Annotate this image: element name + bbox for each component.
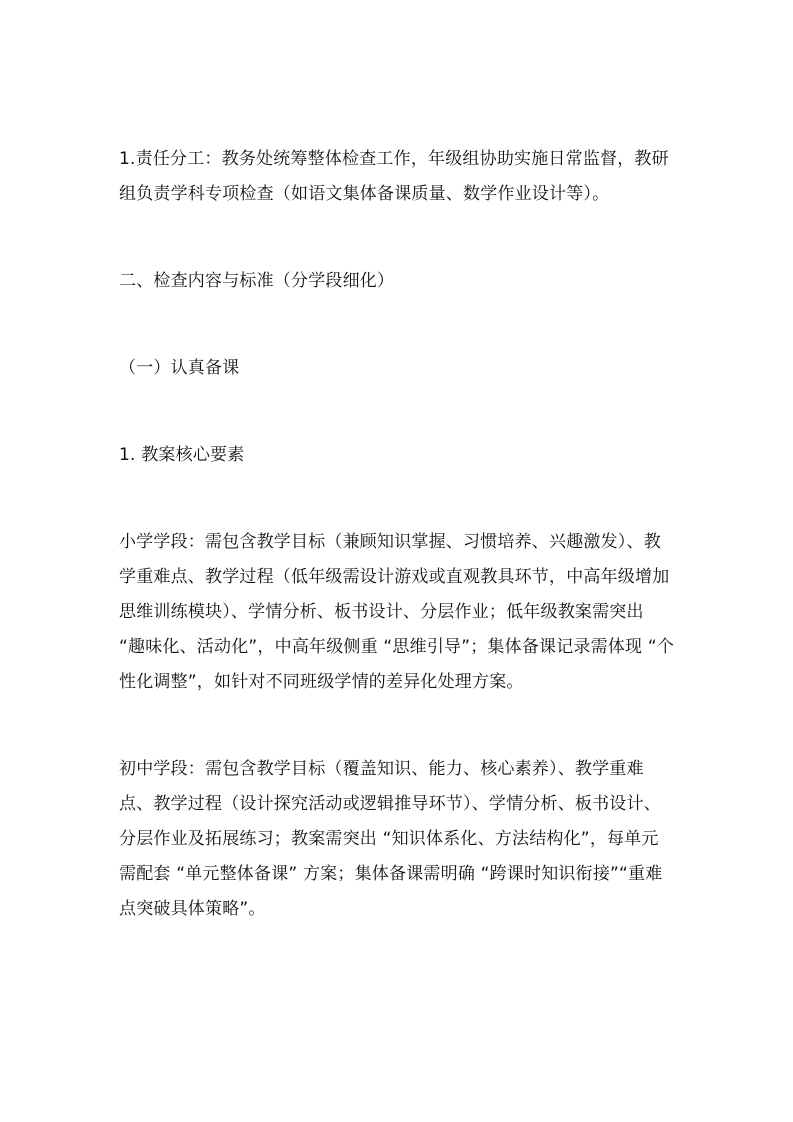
paragraph-gap [119, 700, 675, 752]
paragraph-gap [119, 299, 675, 351]
paragraph-gap [119, 212, 675, 264]
item-heading: 1. 教案核心要素 [119, 445, 245, 465]
section-heading: 二、检查内容与标准（分学段细化） [119, 271, 395, 291]
responsibility-paragraph: 1.责任分工：教务处统筹整体检查工作，年级组协助实施日常监督，教研组负责学科专项检查（如语文集体备课质量、数学作业设计等）。 [119, 149, 669, 204]
paragraph-gap [119, 473, 675, 525]
paragraph-gap [119, 386, 675, 438]
subsection-heading: （一）认真备课 [119, 358, 240, 378]
primary-school-paragraph: 小学学段：需包含教学目标（兼顾知识掌握、习惯培养、兴趣激发）、教学重难点、教学过程（低年级需设计游戏或直观教具环节，中高年级增加思维训练模块）、学情分析、板书设计、分层作业；低年级教案需突出 “趣味化、活动化”，中高年级侧重 “思维引导”；集体备课记录需体现 “个性化调整”，如针对不同班级学情的差异化处理方案。 [119, 532, 675, 692]
document-body [119, 142, 675, 927]
junior-school-paragraph: 初中学段：需包含教学目标（覆盖知识、能力、核心素养）、教学重难点、教学过程（设计探究活动或逻辑推导环节）、学情分析、板书设计、分层作业及拓展练习；教案需突出 “知识体系化、方法结构化”，每单元需配套 “单元整体备课” 方案；集体备课需明确 “跨课时知识衔接”“重难点突破具体策略”。 [119, 759, 663, 919]
